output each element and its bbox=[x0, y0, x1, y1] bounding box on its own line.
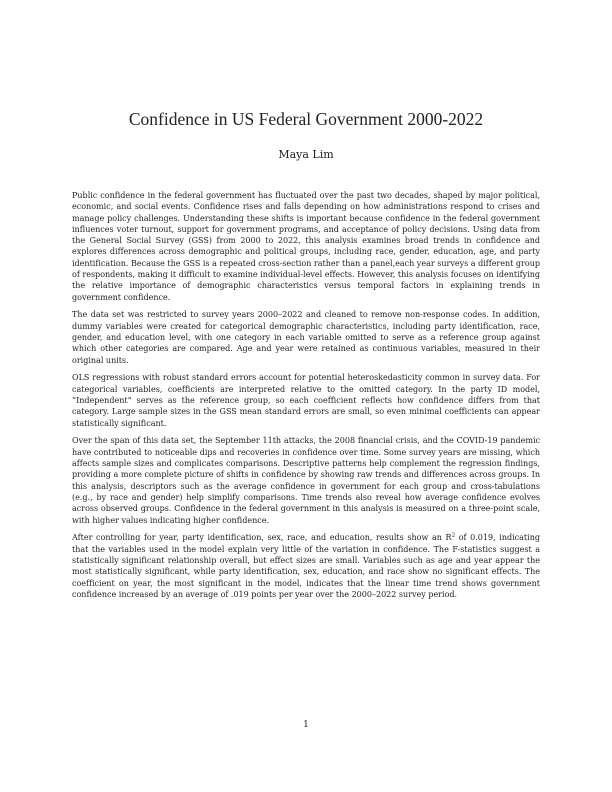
paragraph-results bbox=[72, 532, 540, 600]
paragraph-introduction: Public confidence in the federal government has fluctuated over the past two decades, shaped by major political, economic, and social events. Confidence rises and falls depending on how administrations respond to crises and manage policy challenges. Understanding these shifts is important because confidence in the federal government influences voter turnout, support for government programs, and acceptance of policy decisions. Using data from the General Social Survey (GSS) from 2000 to 2022, this analysis examines broad trends in confidence and explores differences across demographic and political groups, including race, gender, education, age, and party identification. Because the GSS is a repeated cross-section rather than a panel,each year surveys a different group of respondents, making it difficult to examine individual-level effects. However, this analysis focuses on identifying the relative importance of demographic characteristics versus temporal factors in explaining trends in government confidence. bbox=[72, 191, 540, 302]
body-text bbox=[72, 190, 540, 607]
results-text-start: After controlling for year, party identification, sex, race, and education, results show an R bbox=[72, 533, 452, 543]
results-text-end: of 0.019, indicating that the variables used in the model explain very little of the variation in confidence. The F-statistics suggest a statistically significant relationship overall, but effect sizes are small. Variables such as age and year appear the most statistically significant, while party identification, sex, education, and race show no significant effects. The coefficient on year, the most significant in the model, indicates that the linear time trend shows government confidence increased by an average of .019 points per year over the 2000–2022 survey period. bbox=[72, 533, 540, 599]
paper-title: Confidence in US Federal Government 2000-2022 bbox=[128, 109, 484, 129]
paragraph-data: The data set was restricted to survey years 2000–2022 and cleaned to remove non-response codes. In addition, dummy variables were created for categorical demographic characteristics, including party identification, race, gender, and education level, with one category in each variable omitted to serve as a reference group against which other categories are compared. Age and year were retained as continuous variables, measured in their original units. bbox=[72, 310, 540, 365]
paragraph-trends: Over the span of this data set, the September 11th attacks, the 2008 financial crisis, and the COVID-19 pandemic have contributed to noticeable dips and recoveries in confidence over time. Some survey years are missing, which affects sample sizes and complicates comparisons. Descriptive patterns help complement the regression findings, providing a more complete picture of shifts in confidence by showing raw trends and differences across groups. In this analysis, descriptors such as the average confidence in government for each group and cross-tabulations (e.g., by race and gender) help simplify comparisons. Time trends also reveal how average confidence evolves across observed groups. Confidence in the federal government in this analysis is measured on a three-point scale, with higher values indicating higher confidence. bbox=[72, 436, 540, 525]
author-name: Maya Lim bbox=[278, 148, 334, 161]
r-squared-superscript: 2 bbox=[451, 532, 456, 539]
page-number: 1 bbox=[303, 720, 309, 730]
paragraph-methods: OLS regressions with robust standard errors account for potential heteroskedasticity common in survey data. For categorical variables, coefficients are interpreted relative to the omitted category. In the party ID model, “Independent” serves as the reference group, so each coefficient reflects how confidence differs from that category. Large sample sizes in the GSS mean standard errors are small, so even minimal coefficients can appear statistically significant. bbox=[72, 373, 540, 428]
